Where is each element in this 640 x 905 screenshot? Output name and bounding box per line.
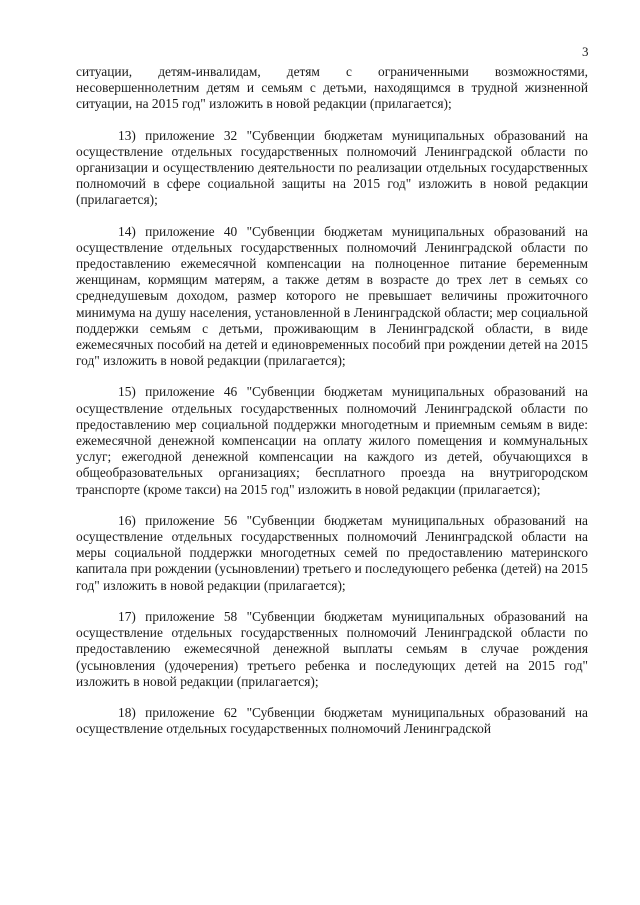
paragraph-item-17: 17) приложение 58 "Субвенции бюджетам муниципальных образований на осуществление отдельных государственных полномочий Ленинградской области по предоставлению ежемесячной денежной выплаты семьям в случае рождения (усыновления (удочерения) третьего ребенка и последующих детей на 2015 год" изложить в новой редакции (прилагается); — [76, 608, 588, 689]
paragraph-item-16: 16) приложение 56 "Субвенции бюджетам муниципальных образований на осуществление отдельных государственных полномочий Ленинградской области на меры социальной поддержки многодетных семей по предоставлению материнского капитала при рождении (усыновлении) третьего и последующего ребенка (детей) на 2015 год" изложить в новой редакции (прилагается); — [76, 512, 588, 593]
paragraph-item-13: 13) приложение 32 "Субвенции бюджетам муниципальных образований на осуществление отдельных государственных полномочий Ленинградской области по организации и осуществлению деятельности по реализации отдельных государственных полномочий в сфере социальной защиты на 2015 год" изложить в новой редакции (прилагается); — [76, 127, 588, 208]
document-body — [76, 64, 588, 737]
paragraph-continuation: ситуации, детям-инвалидам, детям с ограниченными возможностями, несовершеннолетним детям и семьям с детьми, находящимся в трудной жизненной ситуации, на 2015 год" изложить в новой редакции (прилагается); — [76, 64, 588, 112]
paragraph-item-14: 14) приложение 40 "Субвенции бюджетам муниципальных образований на осуществление отдельных государственных полномочий Ленинградской области по предоставлению ежемесячной компенсации на полноценное питание беременным женщинам, кормящим матерям, а также детям в возрасте до трех лет в семьях со среднедушевым доходом, размер которого не превышает величины прожиточного минимума на душу населения, установленной в Ленинградской области; мер социальной поддержки семьям с детьми, проживающим в Ленинградской области, в виде ежемесячных пособий на детей и единовременных пособий при рождении детей на 2015 год" изложить в новой редакции (прилагается); — [76, 223, 588, 369]
paragraph-item-18: 18) приложение 62 "Субвенции бюджетам муниципальных образований на осуществление отдельных государственных полномочий Ленинградской — [76, 704, 588, 737]
page-number: 3 — [582, 44, 589, 59]
paragraph-item-15: 15) приложение 46 "Субвенции бюджетам муниципальных образований на осуществление отдельных государственных полномочий Ленинградской области по предоставлению мер социальной поддержки многодетным и приемным семьям в виде: ежемесячной денежной компенсации на оплату жилого помещения и коммунальных услуг; ежегодной денежной компенсации на каждого из детей, обучающихся в общеобразовательных организациях; бесплатного проезда на внутригородском транспорте (кроме такси) на 2015 год" изложить в новой редакции (прилагается); — [76, 384, 588, 497]
